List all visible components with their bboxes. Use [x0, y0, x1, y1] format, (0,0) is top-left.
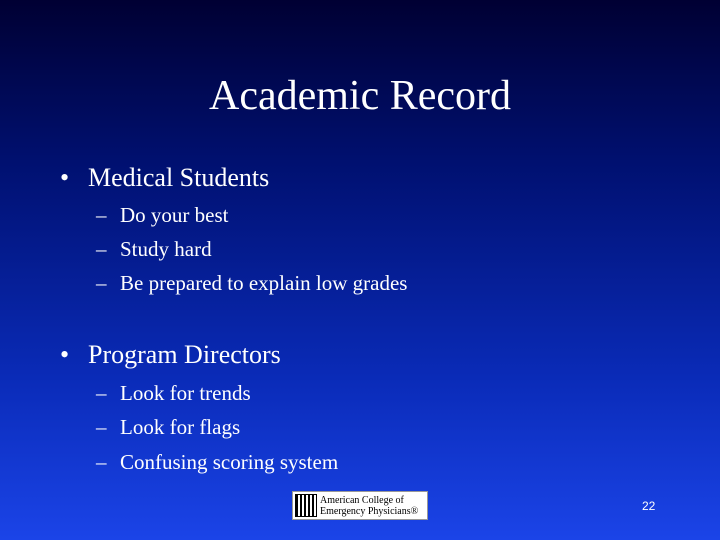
sub-item — [96, 200, 229, 230]
bullet-icon: • — [60, 163, 70, 192]
dash-icon: – — [96, 203, 107, 227]
dash-icon: – — [96, 271, 107, 295]
bullet-medical-students — [60, 162, 269, 194]
sub-item — [96, 234, 212, 264]
dash-icon: – — [96, 415, 107, 439]
dash-icon: – — [96, 450, 107, 474]
sub-item — [96, 268, 407, 298]
bullet-program-directors — [60, 339, 281, 371]
acep-logo-icon — [295, 494, 317, 517]
sub-item-label: Look for trends — [120, 381, 251, 405]
slide-title: Academic Record — [208, 73, 512, 119]
bullet-label: Medical Students — [88, 163, 270, 192]
bullet-label: Program Directors — [88, 340, 281, 369]
page-number: 22 — [642, 499, 656, 513]
sub-item-label: Do your best — [120, 203, 229, 227]
dash-icon: – — [96, 237, 107, 261]
sub-item — [96, 447, 338, 477]
sub-item — [96, 378, 251, 408]
sub-item-label: Study hard — [120, 237, 212, 261]
logo-text: American College of Emergency Physicians® — [320, 494, 419, 517]
sub-item-label: Confusing scoring system — [120, 450, 339, 474]
bullet-icon: • — [60, 340, 70, 369]
dash-icon: – — [96, 381, 107, 405]
acep-logo — [292, 491, 428, 520]
sub-item-label: Be prepared to explain low grades — [120, 271, 408, 295]
sub-item-label: Look for flags — [120, 415, 241, 439]
sub-item — [96, 412, 240, 442]
